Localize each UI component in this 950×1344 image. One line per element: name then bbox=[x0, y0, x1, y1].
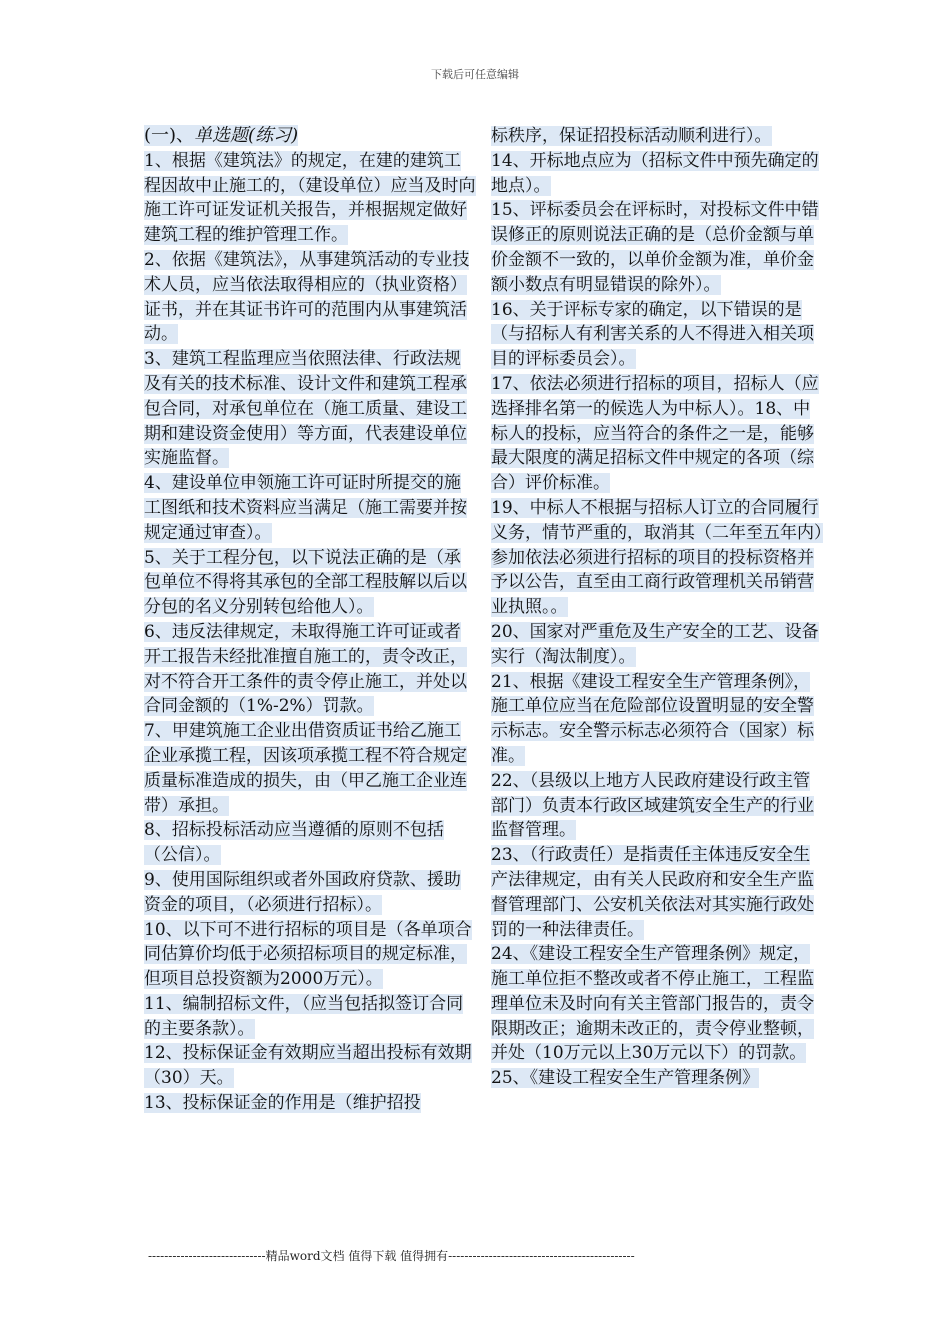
question-text: 6、违反法律规定，未取得施工许可证或者开工报告未经批准擅自施工的，责令改正，对不符合开工条件的责令停止施工，并处以合同金额的（1%-2%）罚款。 bbox=[144, 621, 467, 717]
question-item bbox=[144, 868, 476, 918]
question-text: 9、使用国际组织或者外国政府贷款、援助资金的项目，（必须进行招标）。 bbox=[144, 869, 461, 915]
question-item bbox=[144, 818, 476, 868]
question-text: 24、《建设工程安全生产管理条例》规定，施工单位拒不整改或者不停止施工，工程监理单位未及时向有关主管部门报告的，责令限期改正；逾期未改正的，责令停业整顿，并处（10万元以上30万元以下）的罚款。 bbox=[491, 944, 814, 1064]
question-text: 23、（行政责任）是指责任主体违反安全生产法律规定，由有关人民政府和安全生产监督管理部门、公安机关依法对其实施行政处罚的一种法律责任。 bbox=[491, 845, 814, 940]
question-text: 3、建筑工程监理应当依照法律、行政法规及有关的技术标准、设计文件和建筑工程承包合同，对承包单位在（施工质量、建设工期和建设资金使用）等方面，代表建设单位实施监督。 bbox=[144, 349, 467, 469]
question-text: 21、根据《建设工程安全生产管理条例》，施工单位应当在危险部位设置明显的安全警示标志。安全警示标志必须符合（国家）标准。 bbox=[491, 671, 814, 766]
question-text: 5、关于工程分包，以下说法正确的是（承包单位不得将其承包的全部工程肢解以后以分包的名义分别转包给他人）。 bbox=[144, 547, 467, 618]
question-text: 8、招标投标活动应当遵循的原则不包括（公信）。 bbox=[144, 820, 444, 866]
question-item bbox=[491, 496, 823, 620]
question-text: 19、中标人不根据与招标人订立的合同履行义务，情节严重的，取消其（二年至五年内）参加依法必须进行招标的项目的投标资格并予以公告，直至由工商行政管理机关吊销营业执照。。 bbox=[491, 497, 823, 618]
question-item bbox=[144, 347, 476, 471]
question-text: 16、关于评标专家的确定，以下错误的是（与招标人有利害关系的人不得进入相关项目的评标委员会）。 bbox=[491, 299, 814, 370]
question-item bbox=[491, 620, 823, 670]
question-text: 12、投标保证金有效期应当超出投标有效期（30）天。 bbox=[144, 1043, 472, 1089]
question-item bbox=[144, 1041, 476, 1091]
question-text: 10、以下可不进行招标的项目是（各单项合同估算价均低于必须招标项目的规定标准，但项目总投资额为2000万元）。 bbox=[144, 919, 472, 990]
question-text: 22、（县级以上地方人民政府建设行政主管部门）负责本行政区域建筑安全生产的行业监督管理。 bbox=[491, 770, 814, 841]
question-text: 17、依法必须进行招标的项目，招标人（应选择排名第一的候选人为中标人）。18、中标人的投标，应当符合的条件之一是，能够最大限度的满足招标文件中规定的各项（综合）评价标准。 bbox=[491, 373, 819, 494]
question-text: 标秩序，保证招投标活动顺利进行）。 bbox=[491, 126, 772, 146]
left-column bbox=[144, 124, 476, 1116]
question-item bbox=[491, 198, 823, 297]
question-text: 25、《建设工程安全生产管理条例》 bbox=[491, 1068, 760, 1089]
section-title-prefix: (一)、 bbox=[144, 125, 195, 146]
question-item bbox=[144, 719, 476, 818]
page-footer: -----------------------------精品word文档 值得下载 值得拥有---------------------------------------------- bbox=[148, 1249, 635, 1263]
question-text: 20、国家对严重危及生产安全的工艺、设备实行（淘汰制度）。 bbox=[491, 621, 819, 667]
question-item bbox=[144, 546, 476, 620]
question-item bbox=[144, 1091, 476, 1116]
right-column bbox=[491, 124, 823, 1091]
question-text: 14、开标地点应为（招标文件中预先确定的地点）。 bbox=[491, 150, 819, 196]
question-item bbox=[144, 149, 476, 248]
question-item bbox=[491, 670, 823, 769]
question-item bbox=[144, 471, 476, 545]
question-item bbox=[491, 942, 823, 1066]
question-text: 13、投标保证金的作用是（维护招投 bbox=[144, 1093, 421, 1114]
question-text: 1、根据《建筑法》的规定，在建的建筑工程因故中止施工的，（建设单位）应当及时向施工许可证发证机关报告，并根据规定做好建筑工程的维护管理工作。 bbox=[144, 150, 476, 246]
section-title-main: 单选题(练习) bbox=[194, 125, 299, 146]
question-item bbox=[144, 918, 476, 992]
page-header: 下载后可任意编辑 bbox=[431, 68, 519, 81]
question-text: 4、建设单位申领施工许可证时所提交的施工图纸和技术资料应当满足（施工需要并按规定通过审查）。 bbox=[144, 473, 467, 543]
question-item bbox=[491, 124, 823, 149]
section-title bbox=[144, 124, 476, 149]
question-item bbox=[491, 298, 823, 372]
question-item bbox=[491, 843, 823, 942]
question-text: 11、编制招标文件，（应当包括拟签订合同的主要条款）。 bbox=[144, 993, 464, 1039]
question-item bbox=[144, 992, 476, 1042]
question-text: 15、评标委员会在评标时，对投标文件中错误修正的原则说法正确的是（总价金额与单价金额不一致的，以单价金额为准，单价金额小数点有明显错误的除外）。 bbox=[491, 200, 819, 295]
question-item bbox=[491, 1066, 823, 1091]
question-item bbox=[491, 769, 823, 843]
question-item bbox=[144, 248, 476, 347]
question-text: 7、甲建筑施工企业出借资质证书给乙施工企业承揽工程，因该项承揽工程不符合规定质量标准造成的损失，由（甲乙施工企业连带）承担。 bbox=[144, 721, 467, 816]
question-item bbox=[491, 372, 823, 496]
question-item bbox=[144, 620, 476, 719]
question-item bbox=[491, 149, 823, 199]
question-text: 2、依据《建筑法》，从事建筑活动的专业技术人员，应当依法取得相应的（执业资格）证书，并在其证书许可的范围内从事建筑活动。 bbox=[144, 249, 470, 345]
